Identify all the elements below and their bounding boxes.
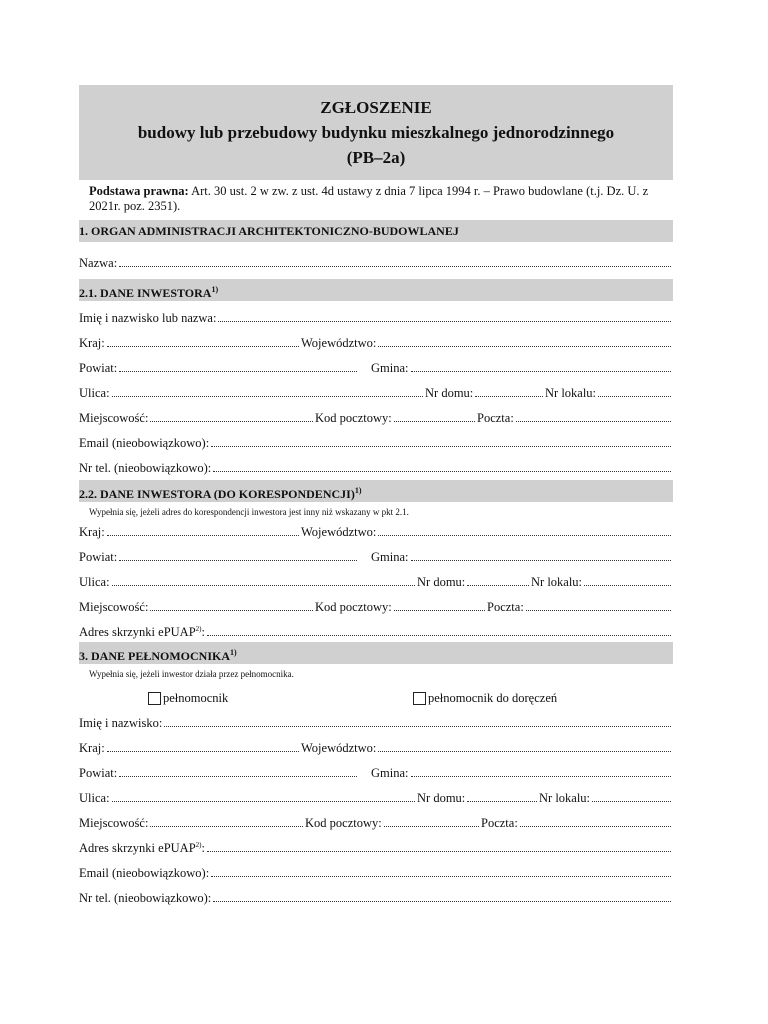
powiat-label-3: Powiat:	[79, 766, 118, 780]
field-row-epuap-3	[79, 831, 673, 856]
section-22-sup: 1)	[354, 486, 362, 495]
field-row-ulica	[79, 376, 673, 401]
field-row-powiat-2	[79, 540, 673, 565]
imie-field-3[interactable]	[164, 725, 671, 727]
checkbox-icon[interactable]	[413, 692, 426, 705]
ulica-field[interactable]	[112, 395, 423, 397]
epuap-label-2	[79, 625, 205, 640]
field-row-epuap-2	[79, 615, 673, 640]
field-row-email-3	[79, 856, 673, 881]
section-1-title	[79, 220, 673, 242]
poczta-label-2: Poczta:	[487, 600, 524, 614]
nr-domu-field-3[interactable]	[467, 800, 537, 802]
kraj-label-2: Kraj:	[79, 525, 105, 539]
checkbox-icon[interactable]	[148, 692, 161, 705]
epuap-label-2-colon: :	[201, 625, 205, 639]
kraj-field-2[interactable]	[107, 534, 299, 536]
field-row-tel-3	[79, 881, 673, 906]
field-row-powiat	[79, 351, 673, 376]
check-pelnomocnik-doreczen[interactable]	[413, 691, 557, 706]
powiat-label-2: Powiat:	[79, 550, 118, 564]
powiat-label: Powiat:	[79, 361, 118, 375]
form-title: ZGŁOSZENIE	[320, 98, 432, 117]
epuap-label-2-sup: 2)	[195, 624, 202, 633]
field-row-ulica-3	[79, 781, 673, 806]
nr-domu-label-3: Nr domu:	[417, 791, 466, 805]
wojewodztwo-field[interactable]	[378, 345, 671, 347]
gmina-field-3[interactable]	[411, 775, 672, 777]
field-row-miejscowosc-2	[79, 590, 673, 615]
wojewodztwo-label: Województwo:	[301, 336, 377, 350]
kod-pocztowy-label-2: Kod pocztowy:	[315, 600, 392, 614]
checkbox-row	[79, 680, 673, 706]
field-row-nazwa	[79, 242, 673, 271]
gmina-field-2[interactable]	[411, 559, 672, 561]
kod-pocztowy-field[interactable]	[394, 420, 475, 422]
imie-field[interactable]	[218, 320, 671, 322]
gmina-label-2: Gmina:	[371, 550, 409, 564]
legal-basis-label: Podstawa prawna:	[89, 184, 189, 198]
field-row-imie	[79, 301, 673, 326]
kod-pocztowy-label-3: Kod pocztowy:	[305, 816, 382, 830]
powiat-field[interactable]	[119, 370, 357, 372]
wojewodztwo-label-2: Województwo:	[301, 525, 377, 539]
nr-lokalu-label-3: Nr lokalu:	[539, 791, 591, 805]
legal-basis	[79, 180, 673, 220]
nr-lokalu-field[interactable]	[598, 395, 671, 397]
kraj-label-3: Kraj:	[79, 741, 105, 755]
nr-lokalu-label-2: Nr lokalu:	[531, 575, 583, 589]
form-subtitle: budowy lub przebudowy budynku mieszkalnego jednorodzinnego	[137, 123, 615, 142]
epuap-label-2-text: Adres skrzynki ePUAP	[79, 625, 196, 639]
gmina-label-3: Gmina:	[371, 766, 409, 780]
kraj-field-3[interactable]	[107, 750, 299, 752]
section-22-title-text: 2.2. DANE INWESTORA (DO KORESPONDENCJI)	[79, 487, 355, 501]
nr-lokalu-field-2[interactable]	[584, 584, 671, 586]
miejscowosc-field-2[interactable]	[150, 609, 313, 611]
section-3-title	[79, 642, 673, 664]
section-3-note: Wypełnia się, jeżeli inwestor działa przez pełnomocnika.	[89, 669, 294, 679]
field-row-miejscowosc-3	[79, 806, 673, 831]
form-page	[79, 85, 673, 906]
wojewodztwo-label-3: Województwo:	[301, 741, 377, 755]
section-22-title	[79, 480, 673, 502]
section-3-title-text: 3. DANE PEŁNOMOCNIKA	[79, 649, 231, 663]
section-21-title-text: 2.1. DANE INWESTORA	[79, 286, 212, 300]
ulica-field-2[interactable]	[112, 584, 415, 586]
form-header	[79, 85, 673, 180]
poczta-label: Poczta:	[477, 411, 514, 425]
gmina-field[interactable]	[411, 370, 672, 372]
tel-field[interactable]	[213, 470, 671, 472]
miejscowosc-label-2: Miejscowość:	[79, 600, 149, 614]
ulica-label: Ulica:	[79, 386, 110, 400]
section-21-sup: 1)	[211, 285, 219, 294]
section-1-title-text: 1. ORGAN ADMINISTRACJI ARCHITEKTONICZNO-BUDOWLANEJ	[79, 224, 459, 238]
field-row-powiat-3	[79, 756, 673, 781]
email-field-3[interactable]	[211, 875, 671, 877]
field-row-kraj-2	[79, 518, 673, 540]
nazwa-field[interactable]	[119, 265, 671, 267]
kraj-label: Kraj:	[79, 336, 105, 350]
poczta-label-3: Poczta:	[481, 816, 518, 830]
tel-label: Nr tel. (nieobowiązkowo):	[79, 461, 212, 475]
nr-lokalu-field-3[interactable]	[592, 800, 671, 802]
gmina-label: Gmina:	[371, 361, 409, 375]
miejscowosc-label-3: Miejscowość:	[79, 816, 149, 830]
check-pelnomocnik-label: pełnomocnik	[163, 691, 229, 705]
epuap-label-3-colon: :	[201, 841, 205, 855]
section-3-sup: 1)	[230, 648, 237, 657]
nr-domu-label: Nr domu:	[425, 386, 474, 400]
epuap-field-3[interactable]	[207, 850, 671, 852]
poczta-field-2[interactable]	[526, 609, 671, 611]
legal-basis-text: Art. 30 ust. 2 w zw. z ust. 4d ustawy z dnia 7 lipca 1994 r. – Prawo budowlane (t.j. Dz. U. z 2021r. poz. 2351).	[89, 184, 649, 213]
section-22-note: Wypełnia się, jeżeli adres do korespondencji inwestora jest inny niż wskazany w pkt 2.1.	[89, 507, 409, 517]
field-row-email	[79, 426, 673, 451]
imie-label: Imię i nazwisko lub nazwa:	[79, 311, 217, 325]
ulica-field-3[interactable]	[112, 800, 415, 802]
tel-field-3[interactable]	[213, 900, 671, 902]
nr-lokalu-label: Nr lokalu:	[545, 386, 597, 400]
email-label: Email (nieobowiązkowo):	[79, 436, 210, 450]
epuap-field-2[interactable]	[207, 634, 671, 636]
check-doreczen-label: pełnomocnik do doręczeń	[428, 691, 558, 705]
epuap-label-3	[79, 841, 205, 856]
section-21-title	[79, 279, 673, 301]
poczta-field[interactable]	[516, 420, 671, 422]
field-row-miejscowosc	[79, 401, 673, 426]
wojewodztwo-field-3[interactable]	[378, 750, 671, 752]
field-row-kraj-3	[79, 731, 673, 756]
miejscowosc-field-3[interactable]	[150, 825, 303, 827]
powiat-field-3[interactable]	[119, 775, 357, 777]
nazwa-label: Nazwa:	[79, 256, 118, 270]
field-row-imie-3	[79, 706, 673, 731]
ulica-label-3: Ulica:	[79, 791, 110, 805]
kod-pocztowy-field-2[interactable]	[394, 609, 485, 611]
epuap-label-3-sup: 2)	[195, 840, 202, 849]
wojewodztwo-field-2[interactable]	[378, 534, 671, 536]
kraj-field[interactable]	[107, 345, 299, 347]
email-label-3: Email (nieobowiązkowo):	[79, 866, 210, 880]
nr-domu-field-2[interactable]	[467, 584, 529, 586]
email-field[interactable]	[211, 445, 671, 447]
field-row-tel	[79, 451, 673, 476]
ulica-label-2: Ulica:	[79, 575, 110, 589]
powiat-field-2[interactable]	[119, 559, 357, 561]
kod-pocztowy-label: Kod pocztowy:	[315, 411, 392, 425]
check-pelnomocnik[interactable]	[148, 691, 413, 706]
kod-pocztowy-field-3[interactable]	[384, 825, 479, 827]
field-row-ulica-2	[79, 565, 673, 590]
imie-label-3: Imię i nazwisko:	[79, 716, 163, 730]
poczta-field-3[interactable]	[520, 825, 671, 827]
tel-label-3: Nr tel. (nieobowiązkowo):	[79, 891, 212, 905]
miejscowosc-field[interactable]	[150, 420, 313, 422]
field-row-kraj	[79, 326, 673, 351]
nr-domu-label-2: Nr domu:	[417, 575, 466, 589]
nr-domu-field[interactable]	[475, 395, 543, 397]
miejscowosc-label: Miejscowość:	[79, 411, 149, 425]
form-code: (PB–2a)	[346, 148, 406, 167]
epuap-label-3-text: Adres skrzynki ePUAP	[79, 841, 196, 855]
